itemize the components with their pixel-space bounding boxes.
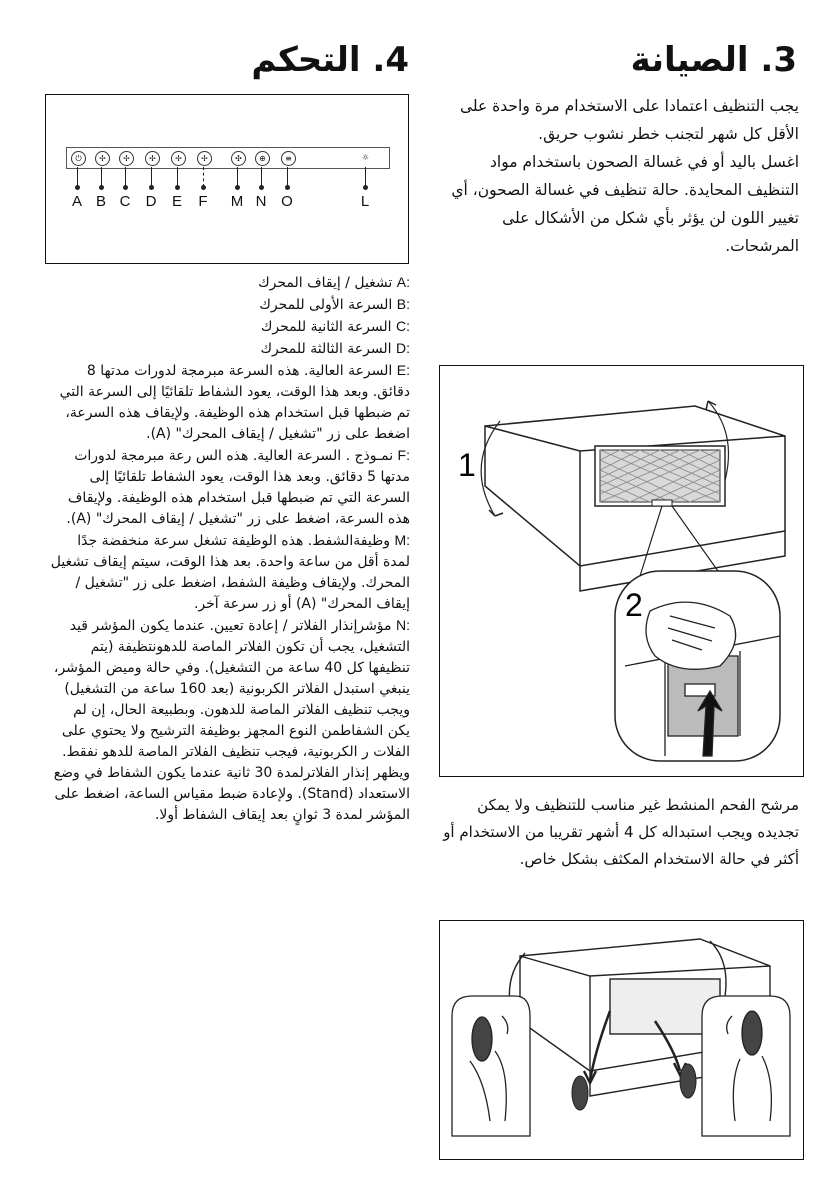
desc-n: N: مؤشرإنذار الفلاتر / إعادة تعيين. عندما يكون المؤشر قيد التشغيل، يجب أن تكون الفلاتر الماصة للدهونتظيفة (يتم تنظيفها كل 40 ساعة من التشغيل). وفي حالة وميض المؤشر، ينبغي استبدل الفلاتر الكربونية (بعد 160 ساعة من التشغيل) ويجب تنظيف الفلاتر الماصة للدهون. وبطبيعة الحال، إن لم يكن الشفاطمن النوع المجهز بوظيفة الترشيح ولا يحتوي على الفلات ر الكربونية، فيجب تنظيف الفلاتر الماصة للدهو نفقط. ويظهر إنذار الفلاترلمدة 30 ثانية عندما يكون الشفاط في وضع الاستعداد (Stand). ولإعادة ضبط مقياس الساعة، اضغط على المؤشر لمدة 3 ثوانٍ بعد إيقاف الشفاط أولا.: [53, 617, 410, 823]
label-c: C: [119, 193, 131, 210]
power-button-icon: ⏻: [71, 151, 86, 166]
lead-a: [77, 167, 78, 187]
filter-alarm-icon: ⊕: [255, 151, 270, 166]
desc-f: F: نمـوذج . السرعة العالية. هذه الس رعة مبرمجة لدورات مدتها 5 دقائق. وبعد هذا الوقت، يعود الشفاط تلقائيًا إلى السرعة التي تم ضبطها قبل استخدام هذه الوظيفة. ولإيقاف هذه السرعة، اضغط على زر "تشغيل / إيقاف المحرك" (A).: [66, 447, 410, 527]
lead-d: [151, 167, 152, 187]
lead-f: [203, 167, 204, 187]
label-d: D: [145, 193, 157, 210]
label-a: A: [71, 193, 82, 210]
timer-icon: ≡: [281, 151, 296, 166]
desc-m: M: وظيفةالشفط. هذه الوظيفة تشغل سرعة منخفضة جدًا لمدة أقل من ساعة واحدة. بعد هذا الوقت، سيتم إيقاف تشغيل المحرك. ولإيقاف وظيفة الشفط، اضغط على زر "تشغيل / إيقاف المحرك" (A) أو زر سرعة آخر.: [50, 532, 410, 612]
desc-b: B: السرعة الأولى للمحرك: [259, 296, 410, 313]
intensive-speed-2-icon: ✢: [197, 151, 212, 166]
desc-a: A: تشغيل / إيقاف المحرك: [258, 274, 410, 291]
control-panel-strip: [66, 147, 390, 169]
label-l: L: [360, 193, 370, 210]
maintenance-heading: 3. الصيانة: [630, 40, 797, 80]
desc-c: C: السرعة الثانية للمحرك: [260, 318, 410, 335]
extraction-icon: ✣: [231, 151, 246, 166]
lead-o: [287, 167, 288, 187]
charcoal-filter-text: [434, 792, 799, 873]
charcoal-filter-paragraph: مرشح الفحم المنشط غير مناسب للتنظيف ولا يمكن تجديده ويجب استبداله كل 4 أشهر تقريبا من الاستخدام أو أكثر في حالة الاستخدام المكثف بشكل خاص.: [443, 796, 799, 868]
label-f: F: [198, 193, 208, 210]
speed-3-icon: ✢: [145, 151, 160, 166]
label-n: N: [255, 193, 267, 210]
maintenance-paragraph-1: يجب التنظيف اعتمادا على الاستخدام مرة واحدة على الأقل كل شهر لتجنب خطر نشوب حريق.: [459, 97, 799, 143]
label-m: M: [230, 193, 244, 210]
maintenance-text: [434, 92, 799, 260]
filter-mesh: [600, 450, 720, 506]
lead-c: [125, 167, 126, 187]
control-descriptions: [48, 272, 410, 826]
lead-m: [237, 167, 238, 187]
speed-2-icon: ✢: [119, 151, 134, 166]
step-1-label: 1: [458, 447, 476, 483]
hood-filter-illustration: [440, 366, 803, 776]
lead-e: [177, 167, 178, 187]
speed-1-icon: ✢: [95, 151, 110, 166]
intensive-speed-icon: ✢: [171, 151, 186, 166]
lead-b: [101, 167, 102, 187]
label-b: B: [95, 193, 106, 210]
filter-removal-figure: [439, 365, 804, 777]
lead-l: [365, 167, 366, 187]
step-2-label: 2: [625, 587, 643, 623]
control-heading: 4. التحكم: [251, 40, 409, 80]
lead-n: [261, 167, 262, 187]
label-e: E: [171, 193, 182, 210]
maintenance-paragraph-2: اغسل باليد أو في غسالة الصحون باستخدام مواد التنظيف المحايدة. حالة تنظيف في غسالة الصحون، أي تغيير اللون لن يؤثر بأي شكل من الأشكال على المرشحات.: [451, 153, 799, 255]
desc-d: D: السرعة الثالثة للمحرك: [260, 340, 410, 357]
desc-e: E: السرعة العالية. هذه السرعة مبرمجة لدورات مدتها 8 دقائق. وبعد هذا الوقت، يعود الشفاط تلقائيًا إلى السرعة التي تم ضبطها قبل استخدام هذه الوظيفة. ولإيقاف هذه السرعة، اضغط على زر "تشغيل / إيقاف المحرك" (A).: [59, 362, 410, 442]
charcoal-filter-illustration: [440, 921, 803, 1159]
control-panel-diagram: [45, 94, 409, 264]
light-icon: ☼: [361, 153, 370, 162]
charcoal-filter-figure: [439, 920, 804, 1160]
label-o: O: [281, 193, 293, 210]
